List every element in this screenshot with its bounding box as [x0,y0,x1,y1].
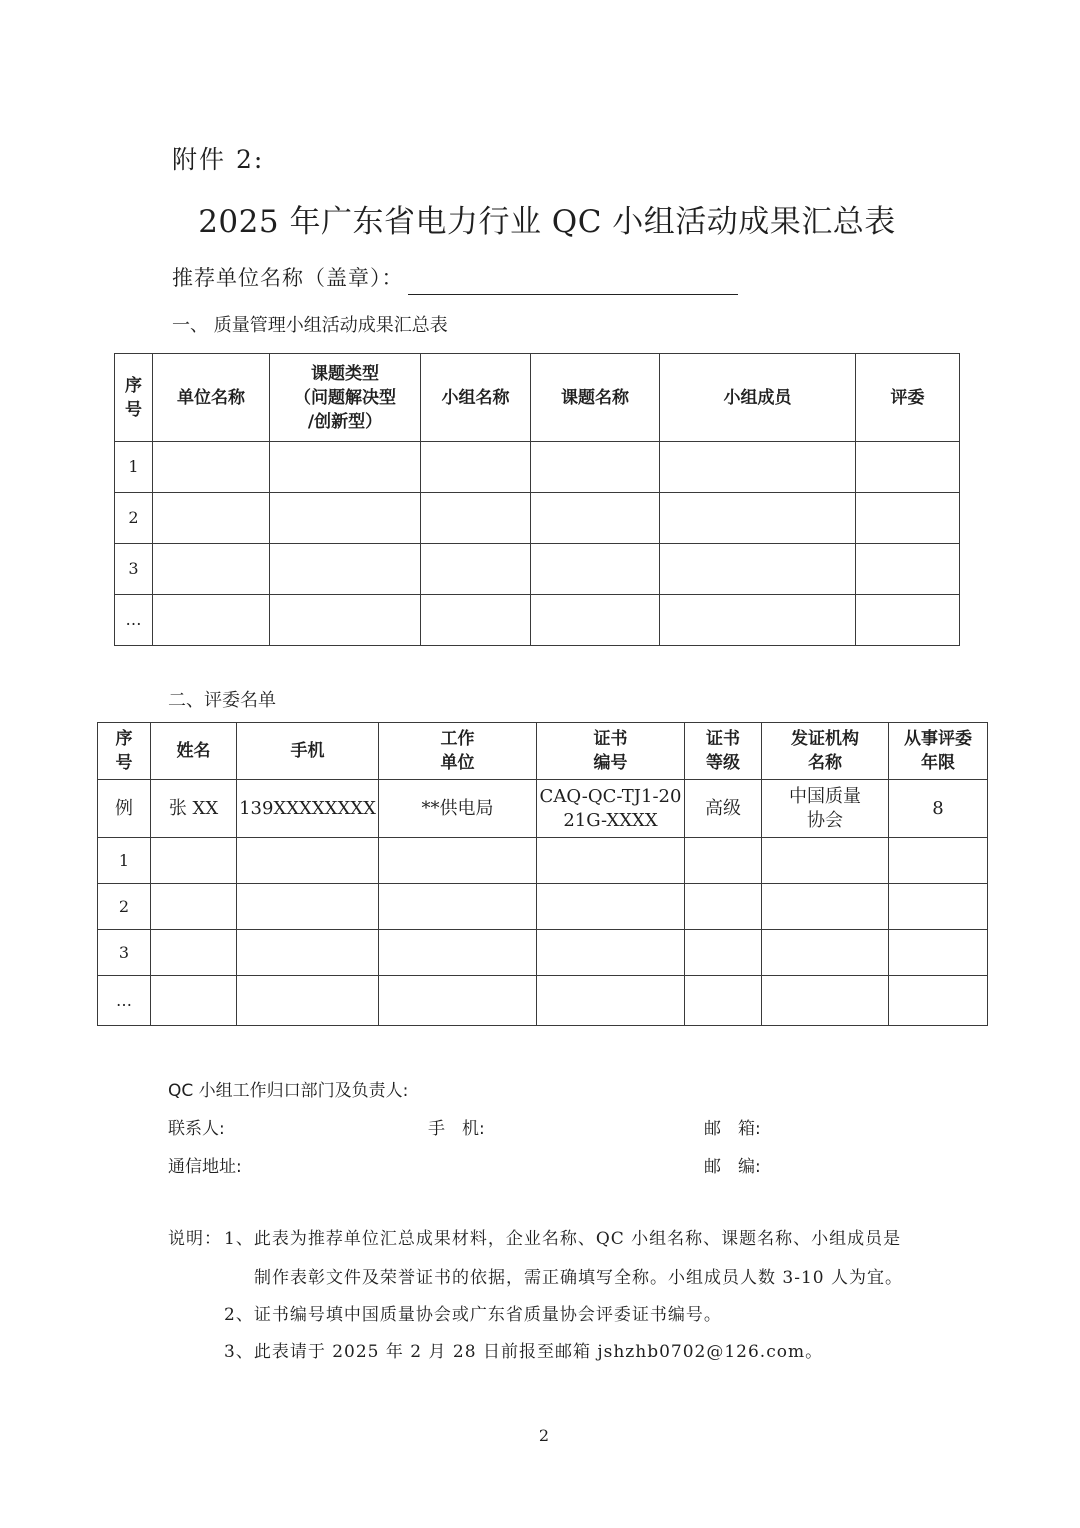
note-2: 2、证书编号填中国质量协会或广东省质量协会评委证书编号。 [224,1305,722,1325]
header-cert-number: 证书 编号 [537,723,685,780]
header-cert-level: 证书 等级 [685,723,762,780]
row-seq: 1 [98,838,151,884]
example-cert-level: 高级 [685,780,762,838]
header-group-name: 小组名称 [421,354,531,442]
header-judge: 评委 [856,354,960,442]
note-3: 3、此表请于 2025 年 2 月 28 日前报至邮箱 jshzhb0702@126.com。 [224,1342,824,1362]
contact-person-label: 联系人: [168,1119,225,1139]
header-seq: 序 号 [115,354,153,442]
judges-table [97,722,988,1026]
header-unit-name: 单位名称 [153,354,270,442]
row-seq: 3 [98,930,151,976]
example-issuer: 中国质量 协会 [762,780,889,838]
header-seq: 序 号 [98,723,151,780]
header-issuer: 发证机构 名称 [762,723,889,780]
attachment-label: 附件 2: [172,145,265,174]
page-number: 2 [538,1426,550,1445]
address-label: 通信地址: [168,1157,242,1177]
dept-label: QC 小组工作归口部门及负责人: [168,1081,409,1101]
notes-prefix: 说明： [168,1229,222,1249]
example-unit: **供电局 [379,780,537,838]
row-seq: 3 [115,544,153,595]
postcode-label: 邮 编: [704,1157,761,1177]
table-row [115,442,960,493]
table-row [115,544,960,595]
header-topic-type: 课题类型 （问题解决型 /创新型） [270,354,421,442]
table-header-row [115,354,960,442]
example-cert-number: CAQ-QC-TJ1-20 21G-XXXX [537,780,685,838]
note-1-line-2: 制作表彰文件及荣誉证书的依据，需正确填写全称。小组成员人数 3-10 人为宜。 [254,1268,903,1288]
recommend-unit-label: 推荐单位名称（盖章）： [172,266,404,290]
section1-heading: 一、 质量管理小组活动成果汇总表 [172,315,448,336]
page-title: 2025 年广东省电力行业 QC 小组活动成果汇总表 [198,204,896,240]
row-seq: 2 [98,884,151,930]
row-seq: 2 [115,493,153,544]
header-work-unit: 工作 单位 [379,723,537,780]
row-seq: 1 [115,442,153,493]
header-years: 从事评委 年限 [889,723,988,780]
example-name: 张 XX [151,780,237,838]
table-row [115,493,960,544]
table-header-row [98,723,988,780]
row-seq: … [115,595,153,646]
example-phone: 139XXXXXXXX [237,780,379,838]
table-row [115,595,960,646]
header-phone: 手机 [237,723,379,780]
header-topic-name: 课题名称 [531,354,660,442]
recommend-unit-field [172,262,738,295]
phone-label: 手 机: [428,1119,485,1139]
recommend-unit-blank [408,270,738,295]
row-seq: … [98,976,151,1026]
note-1-line-1: 1、此表为推荐单位汇总成果材料，企业名称、QC 小组名称、课题名称、小组成员是 [224,1229,902,1249]
table-row [98,884,988,930]
section2-heading: 二、评委名单 [168,690,276,711]
table-row [98,838,988,884]
qc-results-table [114,353,960,646]
example-seq: 例 [98,780,151,838]
email-label: 邮 箱: [704,1119,761,1139]
example-years: 8 [889,780,988,838]
header-name: 姓名 [151,723,237,780]
table-row [98,976,988,1026]
table-row [98,930,988,976]
header-group-members: 小组成员 [660,354,856,442]
example-row [98,780,988,838]
